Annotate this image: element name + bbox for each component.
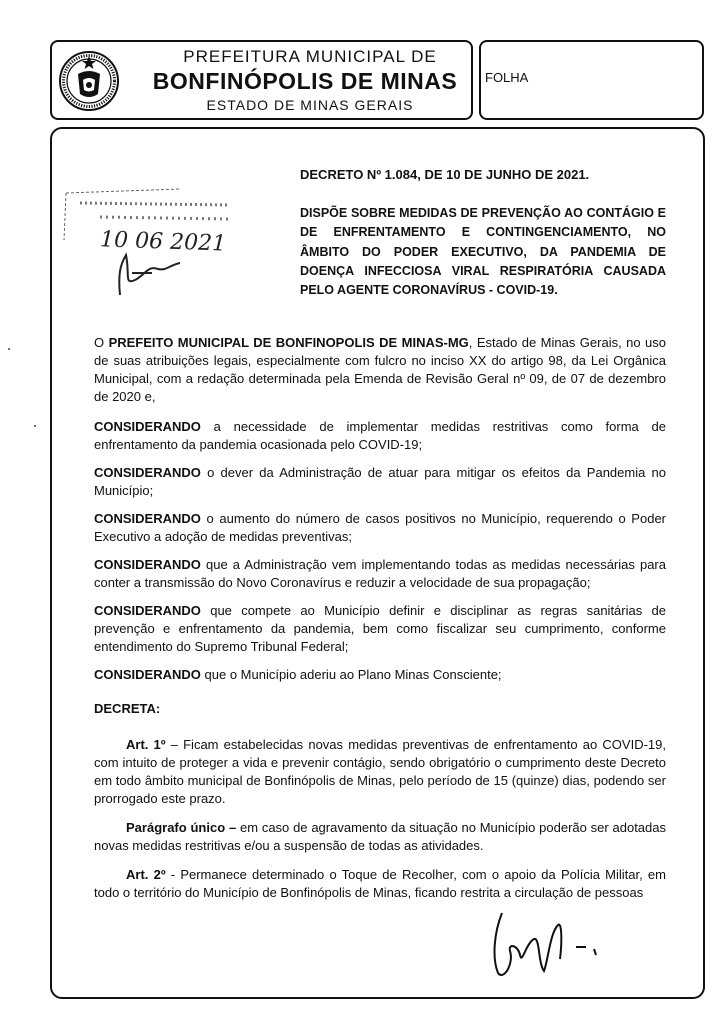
considerando-label: CONSIDERANDO — [94, 511, 201, 526]
article-1-text: – Ficam estabelecidas novas medidas preventivas de enfrentamento ao COVID-19, com intuito de proteger a vida e prevenir contágio, sendo obrigatório o cumprimento deste Decreto em todo âmbito municipal de Bonfinópolis de Minas, pelo período de 15 (quinze) dias, podendo ser prorrogado este prazo. — [94, 737, 666, 806]
considerando-text: que compete ao Município definir e disciplinar as regras sanitárias de prevenção e enfrentamento da pandemia, bem como fiscalizar seu cumprimento, conforme entendimento do Supremo Tribunal Federal; — [94, 603, 666, 654]
header-prefeitura: PREFEITURA MUNICIPAL DE — [183, 47, 437, 66]
considerando-paragraph — [94, 418, 666, 454]
signature — [488, 903, 608, 983]
article-2-text: - Permanece determinado o Toque de Recolher, com o apoio da Polícia Militar, em todo o território do Município de Bonfinópolis de Minas, ficando restrita a circulação de pessoas — [94, 867, 666, 900]
scan-speck — [8, 348, 10, 350]
paragrafo-unico-label: Parágrafo único – — [126, 820, 237, 835]
stamp-date: 10 06 2021 — [99, 227, 227, 257]
header-state: ESTADO DE MINAS GERAIS — [206, 97, 414, 113]
considerando-label: CONSIDERANDO — [94, 667, 201, 682]
article-1 — [94, 736, 666, 808]
considerando-text: que o Município aderiu ao Plano Minas Consciente; — [200, 667, 502, 682]
decree-body — [94, 334, 666, 913]
intro-text: , Estado de Minas Gerais, no uso de suas atribuições legais, especialmente com fulcro no inciso XX do artigo 98, da Lei Orgânica Municipal, com a redação determinada pela Emenda de Revisão Geral nº 09, de 07 de dezembro de 2020 e, — [94, 335, 666, 404]
considerando-label: CONSIDERANDO — [94, 419, 201, 434]
considerando-label: CONSIDERANDO — [94, 465, 201, 480]
scan-speck — [34, 425, 36, 427]
considerando-text: o aumento do número de casos positivos no Município, requerendo o Poder Executivo a adoção de medidas preventivas; — [94, 511, 666, 544]
article-2-label: Art. 2º — [126, 867, 166, 882]
considerando-text: o dever da Administração de atuar para mitigar os efeitos da Pandemia no Município; — [94, 465, 666, 498]
considerando-paragraph — [94, 464, 666, 500]
intro-authority: PREFEITO MUNICIPAL DE BONFINOPOLIS DE MINAS-MG — [108, 335, 469, 350]
decree-ementa: DISPÕE SOBRE MEDIDAS DE PREVENÇÃO AO CONTÁGIO E DE ENFRENTAMENTO E CONTINGENCIAMENTO, NO ÂMBITO DO PODER EXECUTIVO, DA PANDEMIA DE DOENÇA INFECCIOSA VIRAL RESPIRATÓRIA CAUSADA PELO AGENTE CORONAVÍRUS - COVID-19. — [300, 206, 666, 298]
article-1-label: Art. 1º — [126, 737, 166, 752]
municipal-seal-icon — [58, 50, 120, 112]
considerando-text: a necessidade de implementar medidas restritivas como forma de enfrentamento da pandemia ocasionada pelo COVID-19; — [94, 419, 666, 452]
decreta-heading — [94, 700, 666, 718]
header-municipality: BONFINÓPOLIS DE MINAS — [152, 68, 458, 94]
considerando-label: CONSIDERANDO — [94, 557, 201, 572]
paragrafo-unico-text: em caso de agravamento da situação no Município poderão ser adotadas novas medidas restritivas e/ou a suspensão de todas as atividades. — [94, 820, 666, 853]
intro-paragraph — [94, 334, 666, 406]
decreta-label: DECRETA: — [94, 701, 161, 716]
considerando-label: CONSIDERANDO — [94, 603, 201, 618]
considerando-paragraph — [94, 602, 666, 656]
intro-prefix: O — [94, 335, 109, 350]
decree-title: DECRETO Nº 1.084, DE 10 DE JUNHO DE 2021. — [300, 167, 590, 182]
considerando-paragraph — [94, 666, 666, 684]
considerando-text: que a Administração vem implementando todas as medidas necessárias para conter a transmissão do Novo Coronavírus e reduzir a velocidade de sua propagação; — [94, 557, 666, 590]
folha-label: FOLHA — [485, 70, 529, 85]
considerando-paragraph — [94, 510, 666, 546]
paragrafo-unico — [94, 819, 666, 855]
protocol-stamp — [60, 185, 240, 305]
article-2 — [94, 866, 666, 902]
considerando-paragraph — [94, 556, 666, 592]
